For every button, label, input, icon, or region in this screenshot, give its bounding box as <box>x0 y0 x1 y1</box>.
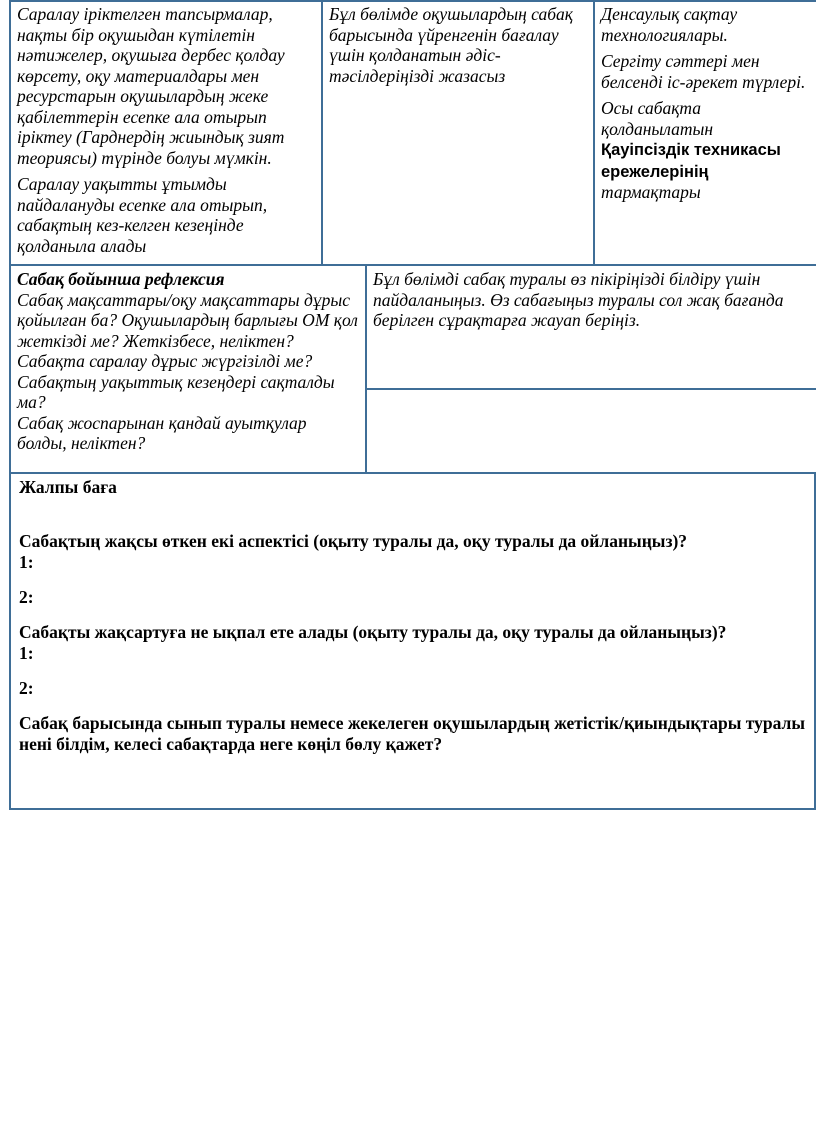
reflection-question-4: Сабақ жоспарынан қандай ауытқулар болды, неліктен? <box>17 412 307 453</box>
health-text-2: Сергіту сәттері мен белсенді іс-әрекет түрлері. <box>601 51 806 92</box>
health-text-3 <box>601 98 810 203</box>
question-learned: Сабақ барысында сынып туралы немесе жекелеген оқушылардың жетістік/қиындықтары туралы нені білдім, келесі сабақтарда неге көңіл бөлу қажет? <box>19 713 806 754</box>
reflection-instructions-cell <box>366 265 816 389</box>
health-text-1: Денсаулық сақтау технологиялары. <box>601 4 738 45</box>
reflection-answer-cell[interactable] <box>366 389 816 473</box>
differentiation-cell <box>10 1 322 265</box>
overall-evaluation-cell <box>10 473 815 809</box>
reflection-question-1: Сабақ мақсаттары/оқу мақсаттары дұрыс қойылған ба? Оқушылардың барлығы ОМ қол жеткізді ме? Жеткізбесе, неліктен? <box>17 289 358 351</box>
reflection-question-3: Сабақтың уақыттық кезеңдері сақталды ма? <box>17 371 335 412</box>
reflection-instructions: Бұл бөлімді сабақ туралы өз пікіріңізді білдіру үшін пайдаланыңыз. Өз сабағыңыз туралы сол жақ бағанда берілген сұрақтарға жауап беріңіз. <box>373 269 784 330</box>
safety-rules-label: Қауіпсіздік техникасы ережелерінің <box>601 141 781 181</box>
lesson-plan-page <box>9 0 816 810</box>
table-row <box>10 265 816 389</box>
answer-label-1: 1: <box>19 643 34 663</box>
reflection-question-2: Сабақта саралау дұрыс жүргізілді ме? <box>17 351 313 371</box>
differentiation-text-2: Саралау уақытты ұтымды пайдалануды есепке ала отырып, сабақтың кез-келген кезеңінде қолданыла алады <box>17 174 268 256</box>
health-safety-cell <box>594 1 816 265</box>
table-row <box>10 1 816 265</box>
health-text-3c: тармақтары <box>601 182 701 202</box>
question-improvements: Сабақты жақсартуға не ықпал ете алады (оқыту туралы да, оқу туралы да ойланыңыз)? <box>19 622 727 642</box>
assessment-cell <box>322 1 594 265</box>
health-text-3a: Осы сабақта қолданылатын <box>601 98 714 139</box>
lesson-plan-table-reflection <box>9 264 816 474</box>
table-row <box>10 473 815 809</box>
question-good-aspects: Сабақтың жақсы өткен екі аспектісі (оқыту туралы да, оқу туралы да ойланыңыз)? <box>19 531 688 551</box>
answer-label-2: 2: <box>19 587 34 607</box>
answer-label-1: 1: <box>19 552 34 572</box>
lesson-plan-table-top <box>9 0 816 266</box>
overall-evaluation-title: Жалпы баға <box>19 477 117 497</box>
answer-label-2: 2: <box>19 678 34 698</box>
reflection-cell <box>10 265 366 473</box>
lesson-plan-table-evaluation <box>9 472 816 810</box>
assessment-text: Бұл бөлімде оқушылардың сабақ барысында үйренгенін бағалау үшін қолданатын әдіс-тәсілдеріңізді жазасыз <box>329 4 573 86</box>
differentiation-text-1: Саралау іріктелген тапсырмалар, нақты бір оқушыдан күтілетін нәтижелер, оқушыға дербес қолдау көрсету, оқу материалдары мен ресурстарын оқушылардың жеке қабілеттерін есепке ала отырып іріктеу (Гарднердің жиындық зият теориясы) түрінде болуы мүмкін. <box>17 4 285 168</box>
reflection-title: Сабақ бойынша рефлексия <box>17 269 225 289</box>
